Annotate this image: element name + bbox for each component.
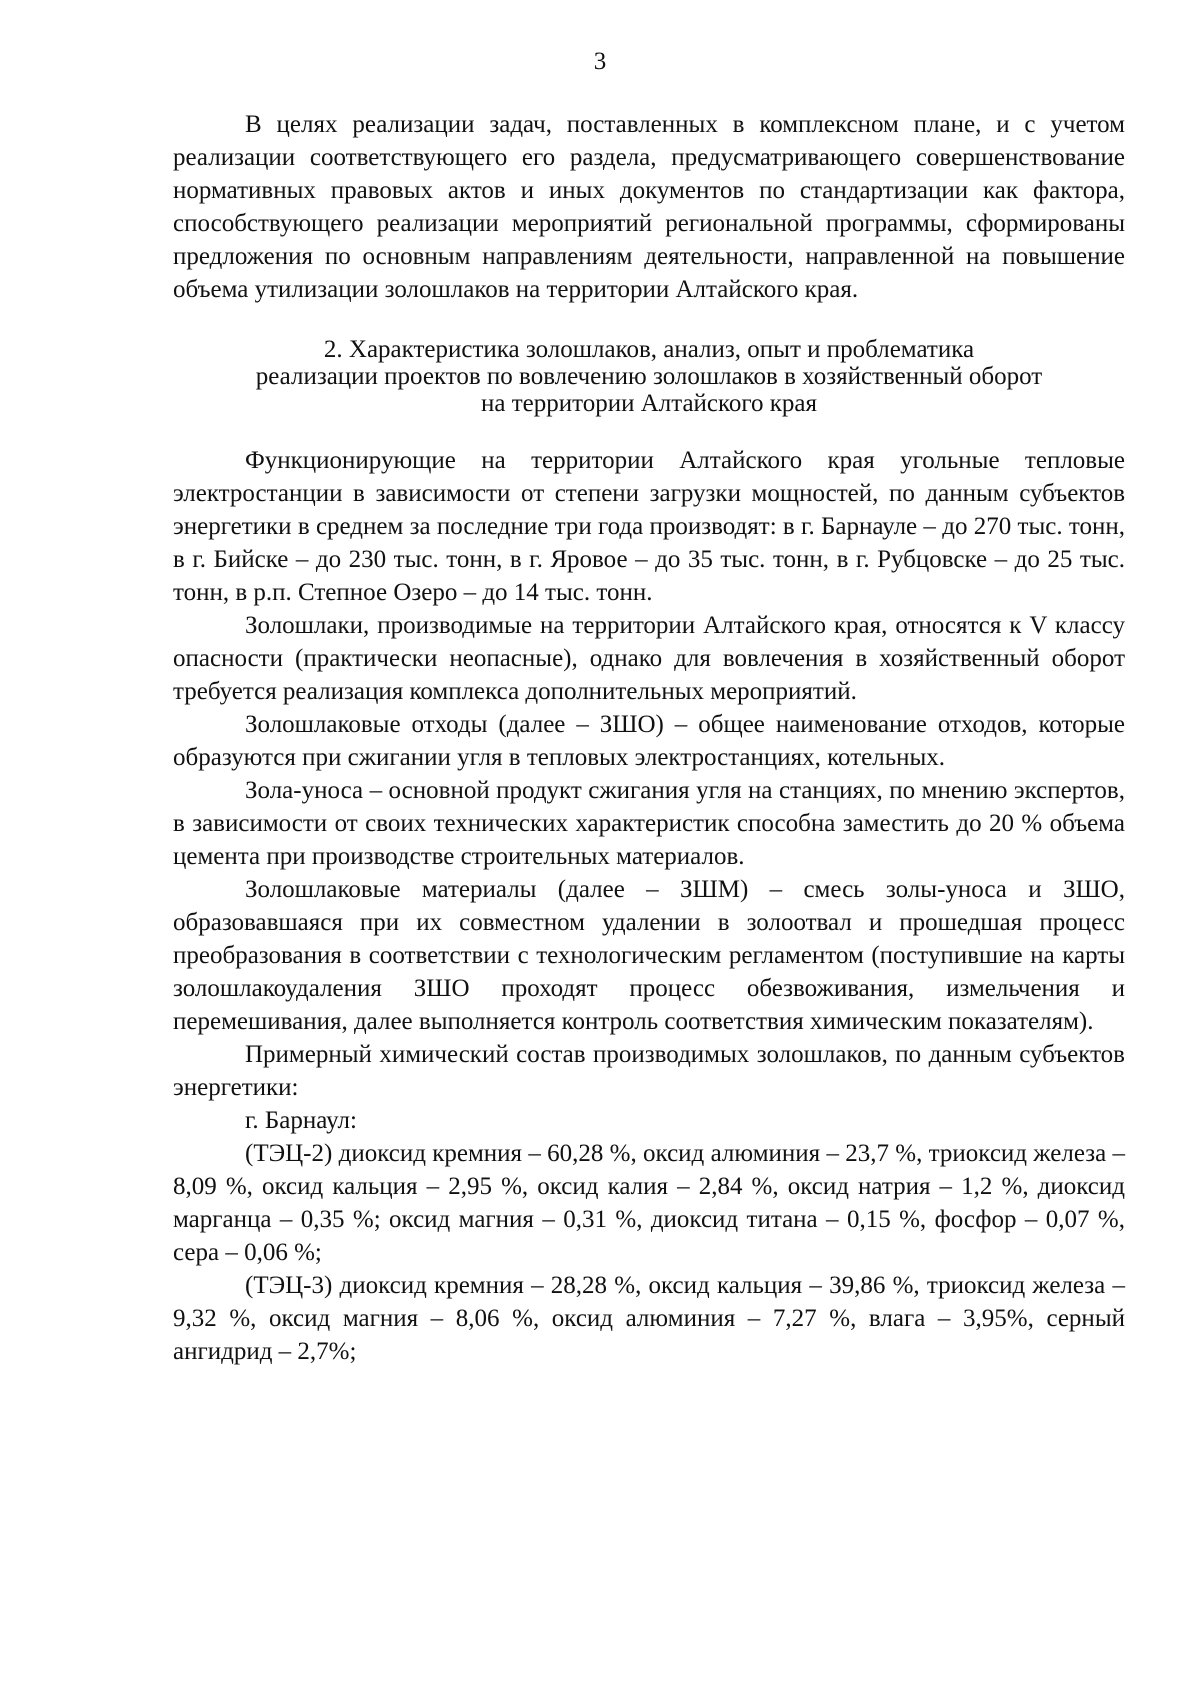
paragraph-fly-ash-definition: Зола-уноса – основной продукт сжигания угля на станциях, по мнению экспертов, в зависимости от своих технических характеристик способна заместить до 20 % объема цемента при производстве строительных материалов.	[173, 777, 1125, 870]
paragraph-tec-2-composition: (ТЭЦ-2) диоксид кремния – 60,28 %, оксид алюминия – 23,7 %, триоксид железа – 8,09 %, оксид кальция – 2,95 %, оксид калия – 2,84 %, оксид натрия – 1,2 %, диоксид марганца – 0,35 %; оксид магния – 0,31 %, диоксид титана – 0,15 %, фосфор – 0,07 %, сера – 0,06 %;	[173, 1140, 1125, 1266]
page-number: 3	[593, 48, 607, 75]
paragraph-tec-3-composition: (ТЭЦ-3) диоксид кремния – 28,28 %, оксид кальция – 39,86 %, триоксид железа – 9,32 %, оксид магния – 8,06 %, оксид алюминия – 7,27 %, влага – 3,95%, серный ангидрид – 2,7%;	[173, 1272, 1125, 1365]
paragraph-zsho-definition: Золошлаковые отходы (далее – ЗШО) – общее наименование отходов, которые образуются при сжигании угля в тепловых электростанциях, котельных.	[173, 711, 1125, 771]
paragraph-hazard-class: Золошлаки, производимые на территории Алтайского края, относятся к V классу опасности (практически неопасные), однако для вовлечения в хозяйственный оборот требуется реализация комплекса дополнительных мероприятий.	[173, 612, 1125, 705]
section-heading	[173, 336, 1125, 417]
section-heading-line-2: реализации проектов по вовлечению золошлаков в хозяйственный оборот	[255, 363, 1043, 390]
intro-paragraph: В целях реализации задач, поставленных в комплексном плане, и с учетом реализации соответствующего его раздела, предусматривающего совершенствование нормативных правовых актов и иных документов по стандартизации как фактора, способствующего реализации мероприятий региональной программы, сформированы предложения по основным направлениям деятельности, направленной на повышение объема утилизации золошлаков на территории Алтайского края.	[173, 111, 1125, 303]
paragraph-city-barnaul: г. Барнаул:	[245, 1107, 357, 1134]
paragraph-power-plants-output: Функционирующие на территории Алтайского края угольные тепловые электростанции в зависимости от степени загрузки мощностей, по данным субъектов энергетики в среднем за последние три года производят: в г. Барнауле – до 270 тыс. тонн, в г. Бийске – до 230 тыс. тонн, в г. Яровое – до 35 тыс. тонн, в г. Рубцовске – до 25 тыс. тонн, в р.п. Степное Озеро – до 14 тыс. тонн.	[173, 447, 1125, 606]
section-heading-line-1: 2. Характеристика золошлаков, анализ, опыт и проблематика	[323, 336, 975, 363]
paragraph-chemical-composition-intro: Примерный химический состав производимых золошлаков, по данным субъектов энергетики:	[173, 1041, 1125, 1101]
section-heading-line-3: на территории Алтайского края	[480, 390, 818, 417]
document-body	[173, 108, 1125, 1368]
paragraph-zshm-definition: Золошлаковые материалы (далее – ЗШМ) – смесь золы-уноса и ЗШО, образовавшаяся при их совместном удалении в золоотвал и прошедшая процесс преобразования в соответствии с технологическим регламентом (поступившие на карты золошлакоудаления ЗШО проходят процесс обезвоживания, измельчения и перемешивания, далее выполняется контроль соответствия химическим показателям).	[173, 876, 1125, 1035]
